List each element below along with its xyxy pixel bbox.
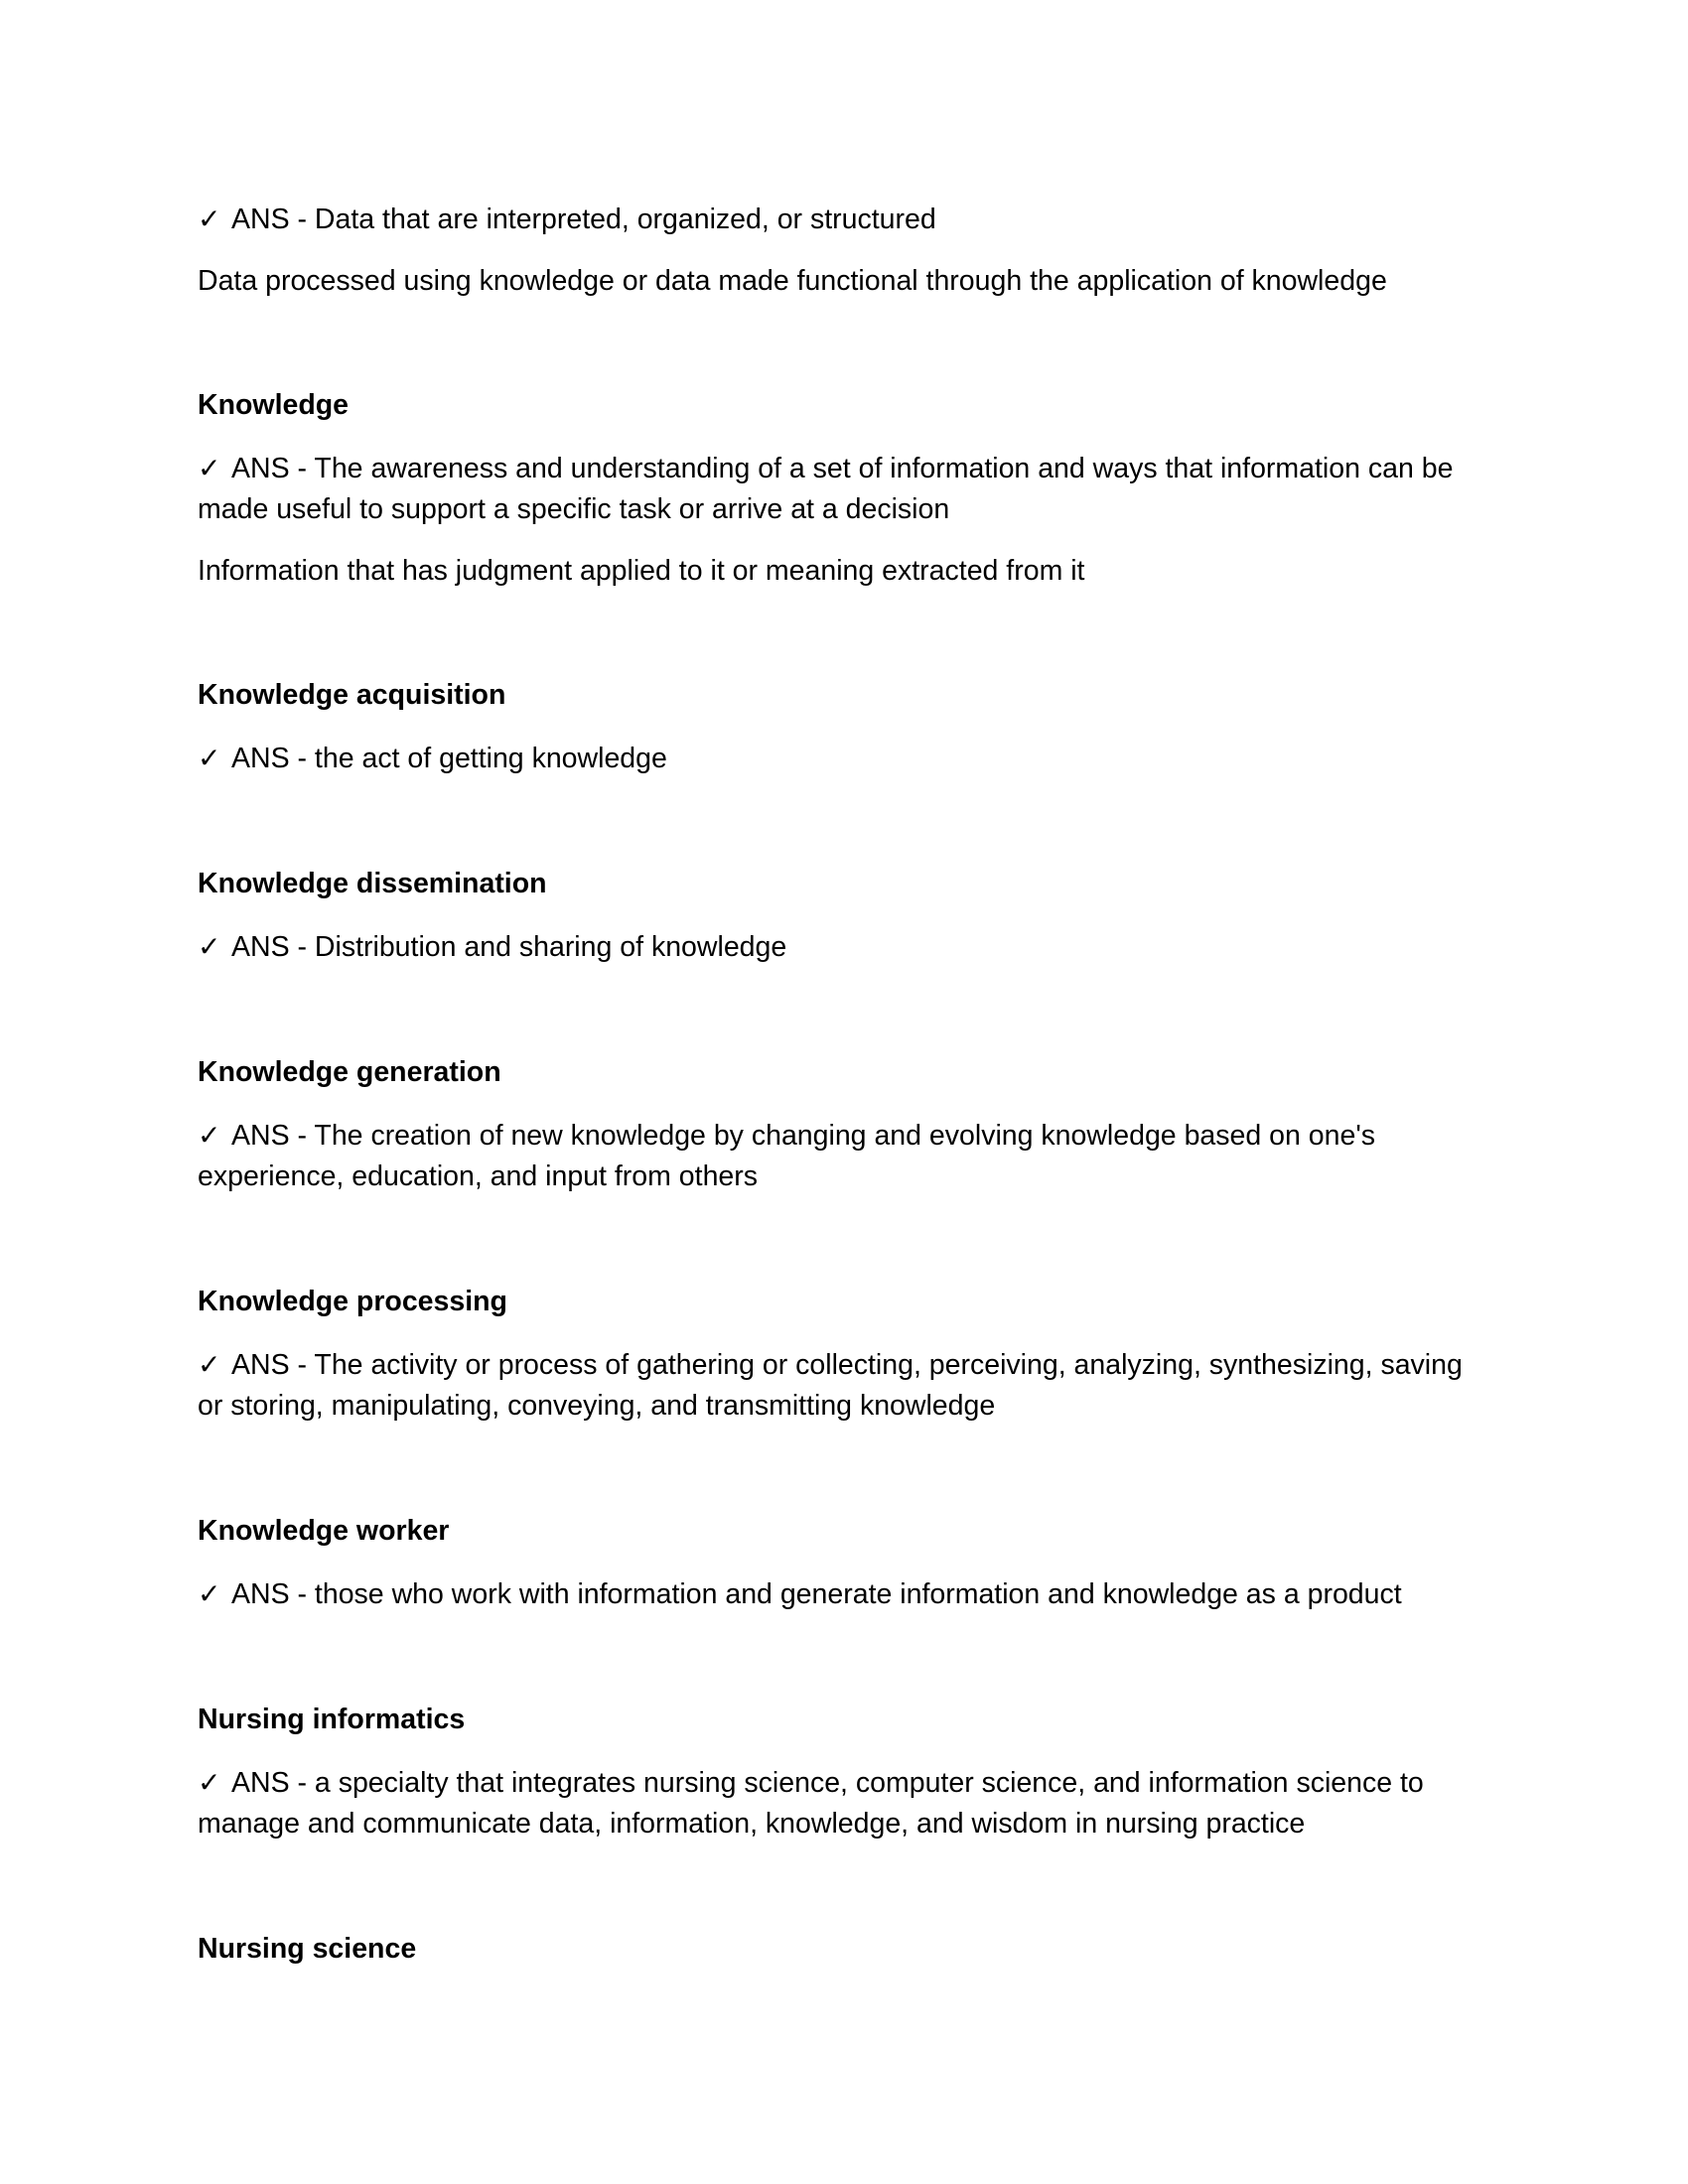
term-nursing-informatics: Nursing informatics <box>198 1704 466 1735</box>
answer-knowledge-processing <box>198 1344 1488 1427</box>
check-icon: ✓ <box>198 1119 221 1152</box>
note-knowledge: Information that has judgment applied to it or meaning extracted from it <box>198 555 1085 587</box>
check-icon: ✓ <box>198 452 221 484</box>
intro-answer <box>198 199 1488 240</box>
answer-knowledge-acquisition <box>198 738 1488 779</box>
term-knowledge-processing: Knowledge processing <box>198 1286 507 1317</box>
answer-text: ANS - The activity or process of gathering or collecting, perceiving, analyzing, synthesizing, saving or storing, manipulating, conveying, and transmitting knowledge <box>198 1349 1463 1422</box>
answer-knowledge <box>198 448 1488 530</box>
intro-answer-text: ANS - Data that are interpreted, organized, or structured <box>231 204 936 235</box>
term-knowledge-generation: Knowledge generation <box>198 1056 501 1088</box>
answer-text: ANS - the act of getting knowledge <box>231 743 667 774</box>
term-knowledge-worker: Knowledge worker <box>198 1515 450 1547</box>
answer-text: ANS - those who work with information and generate information and knowledge as a product <box>231 1578 1402 1610</box>
document-content <box>198 199 1488 1991</box>
term-knowledge: Knowledge <box>198 389 350 421</box>
intro-note: Data processed using knowledge or data made functional through the application of knowledge <box>198 265 1387 297</box>
answer-text: ANS - The awareness and understanding of a set of information and ways that information can be made useful to support a specific task or arrive at a decision <box>198 453 1454 525</box>
answer-knowledge-worker <box>198 1573 1488 1615</box>
term-nursing-science: Nursing science <box>198 1933 417 1965</box>
term-knowledge-acquisition: Knowledge acquisition <box>198 679 506 711</box>
answer-nursing-informatics <box>198 1762 1488 1844</box>
term-knowledge-dissemination: Knowledge dissemination <box>198 868 547 899</box>
answer-knowledge-dissemination <box>198 926 1488 968</box>
check-icon: ✓ <box>198 203 221 235</box>
answer-text: ANS - Distribution and sharing of knowledge <box>231 931 787 963</box>
answer-text: ANS - a specialty that integrates nursing science, computer science, and information science to manage and communicate data, information, knowledge, and wisdom in nursing practice <box>198 1767 1424 1840</box>
check-icon: ✓ <box>198 930 221 963</box>
check-icon: ✓ <box>198 742 221 774</box>
answer-text: ANS - The creation of new knowledge by changing and evolving knowledge based on one's experience, education, and input from others <box>198 1120 1376 1192</box>
check-icon: ✓ <box>198 1348 221 1381</box>
check-icon: ✓ <box>198 1766 221 1799</box>
check-icon: ✓ <box>198 1577 221 1610</box>
answer-knowledge-generation <box>198 1115 1488 1197</box>
